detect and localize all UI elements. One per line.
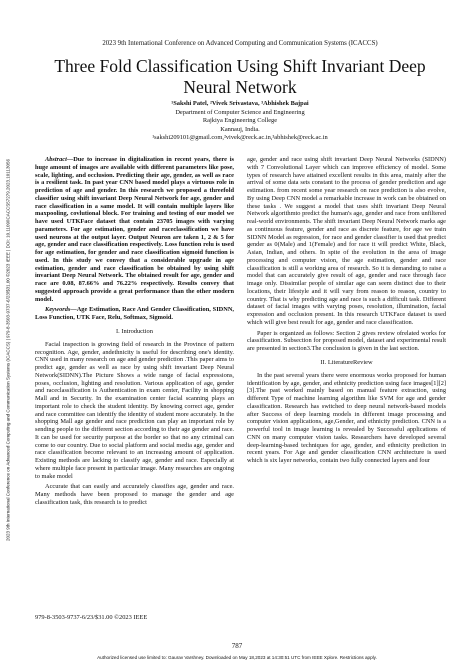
author-location: Kannauj, India. [220,125,260,133]
author-college: Rajkiya Engineering College [202,117,278,125]
keywords-lead: Keywords— [45,306,77,314]
author-names: ¹Sakshi Patel, ²Vivek Srivastava, ³Abhishek Bajpai [171,100,309,107]
side-margin-citation [2,70,13,630]
section-heading-literature-review: II. LiteratureReview [320,358,373,366]
paper-title: Three Fold Classification Using Shift Invariant Deep Neural Network [54,56,426,97]
page-number: 787 [231,642,243,650]
conference-header: 2023 9th International Conference on Advanced Computing and Communication Systems (ICACCS) [102,40,378,47]
abstract-text: Due to increase in digitalization in recent years, there is huge amount of images are available with different parameters like pose, scale, lighting, and occlusion. Predicting their age, gender, as well as race is a resilient task. In past year CNN based model plays a virtuous role in prediction of age and gender. In this research we proposed a threefold classifier using shift invariant Deep Neural Network for age, gender and race classification in a same model. It will contain multiple layers like maxpooling, covlutional block. For training and testing of our model we have used UTKFace dataset that contain 23705 images with varying parameters. For age estimation, gender and raceclassification we have used neurons at the output layer. Output Neuron are taken 1, 2 & 5 for age, gender and race classification respectively. Loss function relu is used for age estimation, for gender and race classification sigmoid function is used. In this study we convey that a considerable upgrade in age estimation, gender and race classification be obtained by using shift invariant Deep Neural Network. The obtained result for age, gender and race are 0.08, 87.66% and 76.22% respectively. Results convey that suggested approach provide a great performance than the other modern model. [35,156,234,303]
abstract [35,156,234,303]
literature-paragraph-1: In the past several years there were enormous works proposed for human identification by age, gender, and ethnicity prediction using face images[1][2][3].The past worked mainly based on manual feature extraction, using different Type of machine learning algorithm like SVM for age and gender classification. Research has switched to deep neural network-based models after Success of deep learning models in different image processing and computer vision applications, age,Gender, and ethnicity prediction. CNN is a powerful tool in image learning is revealed by Successful applications of CNN on many computer vision tasks. Researchers have developed several deep-learning-based techniques for age, gender, and ethnicity prediction in recent years. For Age and gender classification CNN architecture is used which is six layer networks, contain two fully connected layers and four [247,371,446,464]
keywords-text: Age Estimation, Race And Gender Classification, SIDNN, Loss Function, UTK Face, Relu, Softmax, Sigmoid. [35,306,234,321]
keywords [35,306,234,322]
left-column [35,156,234,510]
section-heading-introduction: I. Introduction [116,327,153,335]
author-block [40,100,440,143]
author-emails: ¹sakshi209101@gmail.com,²vivek@reck.ac.in,³abhishek@reck.ac.in [152,134,328,142]
intro-paragraph-4: Paper is organized as follows: Section 2 gives review ofrelated works for classification. Subsection for proposed model, dataset and experimental result are presented in section3.The conclusion is given in the last section. [247,329,446,352]
intro-paragraph-1: Facial inspection is growing field of research in the Province of pattern recognition. Age, gender, andethnicity is useful for describing one's identity. CNN used in many research on age and gender prediction .This paper aims to predict age, gender as well as race by using shift invariant Deep Neural Network(SIDNN).The Picture Shows a wide range of facial expressions, poses, occlusion, lighting and resolution. Various application of age, gender and raceclassification is Authentication in exam center, Facility in shopping Mall and in Security. In the examination center facial scanning plays an important role to check the student identity. By knowing correct age, gender and race committee can identify the identity of student more accurately. In the shopping Mall age gender and race prediction can play an important role by sending people to the different section according to their age gender and race. It can be used for security purpose at the border so that no any criminal can come to our country. Due to social platform and social media age, gender and race classification become relevant to an increasing amount of application. Existing methods are lacking to classify age, gender and race. Especially at where multiple face present in particular image. Many researches are ongoing to make model [35,340,234,480]
footer-isbn: 979-8-3503-9737-6/23/$31.00 ©2023 IEEE [35,614,148,621]
license-notice: Authorized licensed use limited to: Gaurav Varshney. Downloaded on May 18,2023 at 14:30:51 UTC from IEEE Xplore. Restrictions apply. [97,655,377,660]
abstract-lead: Abstract— [45,156,74,163]
right-column [247,156,446,468]
intro-paragraph-2: Accurate that can easily and accurately classifies age, gender and race. Many methods have been proposed to manage the gender and age classification task, this research is to predict [35,483,234,506]
intro-paragraph-3: age, gender and race using shift invariant Deep Neural Networks (SIDNN) with 7 Convolutional Layer which can improve efficiency of model. Some types of research have attained excellent results in this area, mainly after the arrival of some data sets constant to the process of gender prediction and age estimation. from recent some year research on race prediction is also evolve, By using Deep CNN model a remarkable increase in work can be obtained on these tasks . We suggest a model that uses shift invariant Deep Neural Network algorithmto predict the human's age, gender and race from unfiltered real-world environments. The shift invariant Deep Neural Network marks age as continuous feature, gender and race as discrete feature, for age we train SIDNN Model as regression, for race and gender classifier is used that predict gender as 0(Male) and 1(Female) and for race it will predict White, Black, Asian, Indian, and others. In spite of the evolution in the area of image processing and computer vision, the age estimation, gender and race classification is still a working area of research. So it is demanding to raise a model that can accurately give result of age, gender and race through face image only. Dissimilar people of similar age can seem distinct due to their locations, their lifestyle and it will vary from reason to reason, country to country. That is why predicting age and race is such a difficult task. Different dataset of facial images with varying poses, resolution, illumination, facial expression and occlusion present. In this research UTKFace dataset is used which will give best result for age, gender and race classification. [247,156,446,326]
side-margin-text: 2023 9th International Conference on Advanced Computing and Communication Systems (ICACCS) | 979-8-3503-9737-6/23/$31.00 ©2023 IEEE | DOI: 10.1109/ICACCS57279.2023.10113056 [5,159,10,541]
author-department: Department of Computer Science and Engineering [175,108,305,116]
